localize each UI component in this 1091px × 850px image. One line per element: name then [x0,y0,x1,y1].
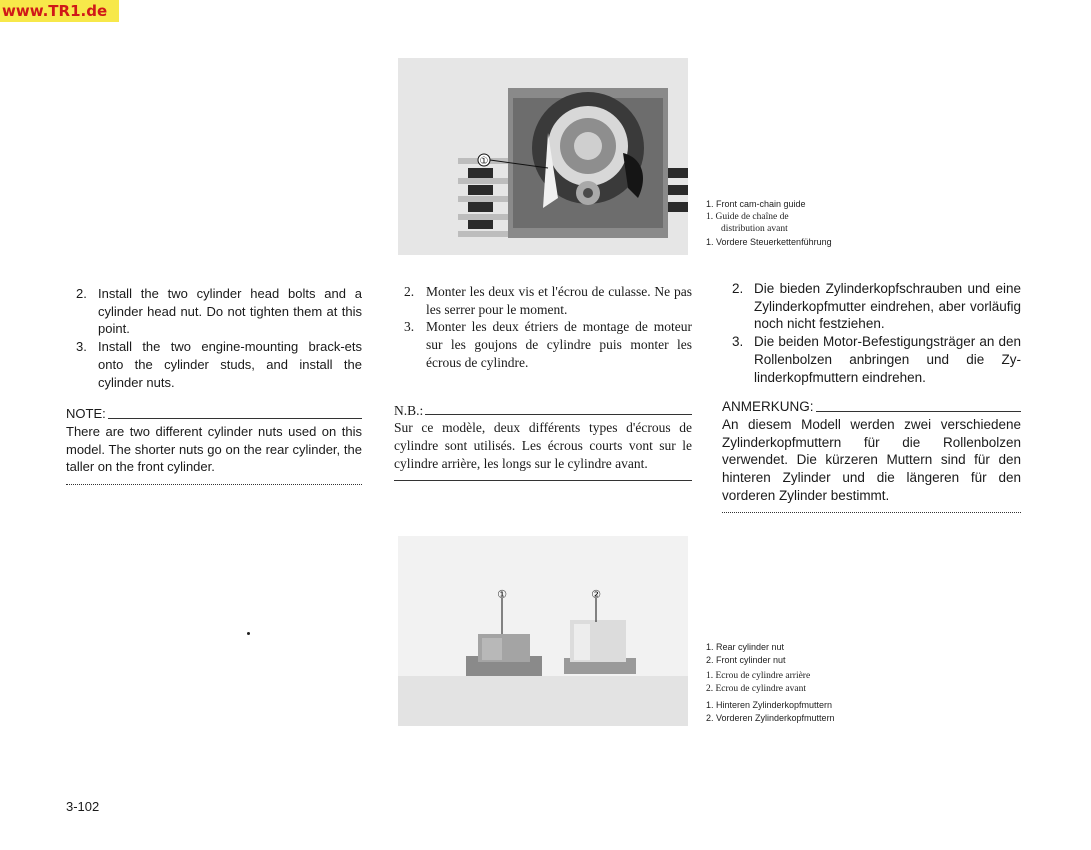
caption-de-2: 2. Vorderen Zylinderkopfmuttern [706,712,835,723]
caption-en-2: 2. Front cylinder nut [706,654,786,665]
note-label: NOTE: [66,406,106,422]
item-text: Monter les deux vis et l'écrou de culasse. Ne pas les serrer pour le moment. [426,284,692,317]
note-divider [394,480,692,481]
note-divider [722,512,1021,513]
item-number: 3. [76,339,87,355]
cylinder-nuts-photo [398,536,688,726]
note-text: There are two different cylinder nuts used on this model. The shorter nuts go on the rear cylinder, the taller on the front cylinder. [66,423,362,475]
item-text: Install the two engine-mounting brack-ets onto the cylinder studs, and install the cylinder nuts. [98,339,362,390]
item-text: Die bieden Zylinderkopfschrauben und eine Zylinderkopfmutter eindrehen, aber vorläufig noch nicht festziehen. [754,281,1021,332]
note-label: ANMERKUNG: [722,399,814,415]
note-text: An diesem Modell werden zwei verschiedene Zylinderkopfmuttern für die Rollenbolzen verwendet. Die kürzeren Muttern sind für den hinteren Zylinder und die längeren für den vorderen Zylinder bestimmt. [722,416,1021,503]
item-number: 3. [732,334,744,350]
list-item [394,318,692,371]
caption-fr-cont: distribution avant [721,224,788,234]
item-number: 2. [404,284,415,299]
photo1-caption [706,198,832,248]
cylinder-head-illustration [398,58,688,255]
callout-1: ① [479,156,489,167]
cylinder-head-photo [398,58,688,255]
caption-fr: 1. Guide de chaîne de [706,211,789,222]
item-number: 3. [404,319,415,335]
note-label: N.B.: [394,402,424,418]
speck [247,632,250,635]
cylinder-nuts-illustration [398,536,688,726]
list-item [722,333,1021,386]
note-heading [722,398,1021,416]
caption-de-1: 1. Hinteren Zylinderkopfmuttern [706,700,833,710]
caption-fr-2: 2. Ecrou de cylindre avant [706,683,806,694]
german-column [722,280,1021,513]
item-text: Die beiden Motor-Befestigungsträger an den Rollenbolzen anbringen und die Zy-linderkopfmuttern eindrehen. [754,334,1021,385]
item-number: 2. [76,286,87,301]
page-number: 3-102 [66,799,100,814]
item-text: Install the two cylinder head bolts and a cylinder head nut. Do not tighten them at this point. [98,286,362,337]
note-divider [66,484,362,485]
site-watermark: www.TR1.de [0,0,119,22]
note-heading [394,402,692,420]
item-number: 2. [732,281,744,296]
caption-de: 1. Vordere Steuerkettenführung [706,236,832,247]
caption-en: 1. Front cam-chain guide [706,199,806,209]
list-item [394,283,692,318]
item-text: Monter les deux étriers de montage de moteur sur les goujons de cylindre puis monter les écrous de cylindre. [426,319,692,370]
callout-2: ② [591,588,601,601]
note-heading [66,405,362,423]
list-item [66,338,362,391]
caption-fr-1: 1. Ecrou de cylindre arrière [706,671,811,681]
photo2-caption [706,641,835,724]
list-item [66,285,362,338]
english-column [66,285,362,485]
callout-1: ① [497,588,507,601]
list-item [722,280,1021,333]
caption-en-1: 1. Rear cylinder nut [706,642,785,652]
note-text: Sur ce modèle, deux différents types d'écrous de cylindre sont utilisés. Les écrous courts vont sur le cylindre arrière, les longs sur le cylindre avant. [394,420,692,471]
french-column [394,283,692,481]
